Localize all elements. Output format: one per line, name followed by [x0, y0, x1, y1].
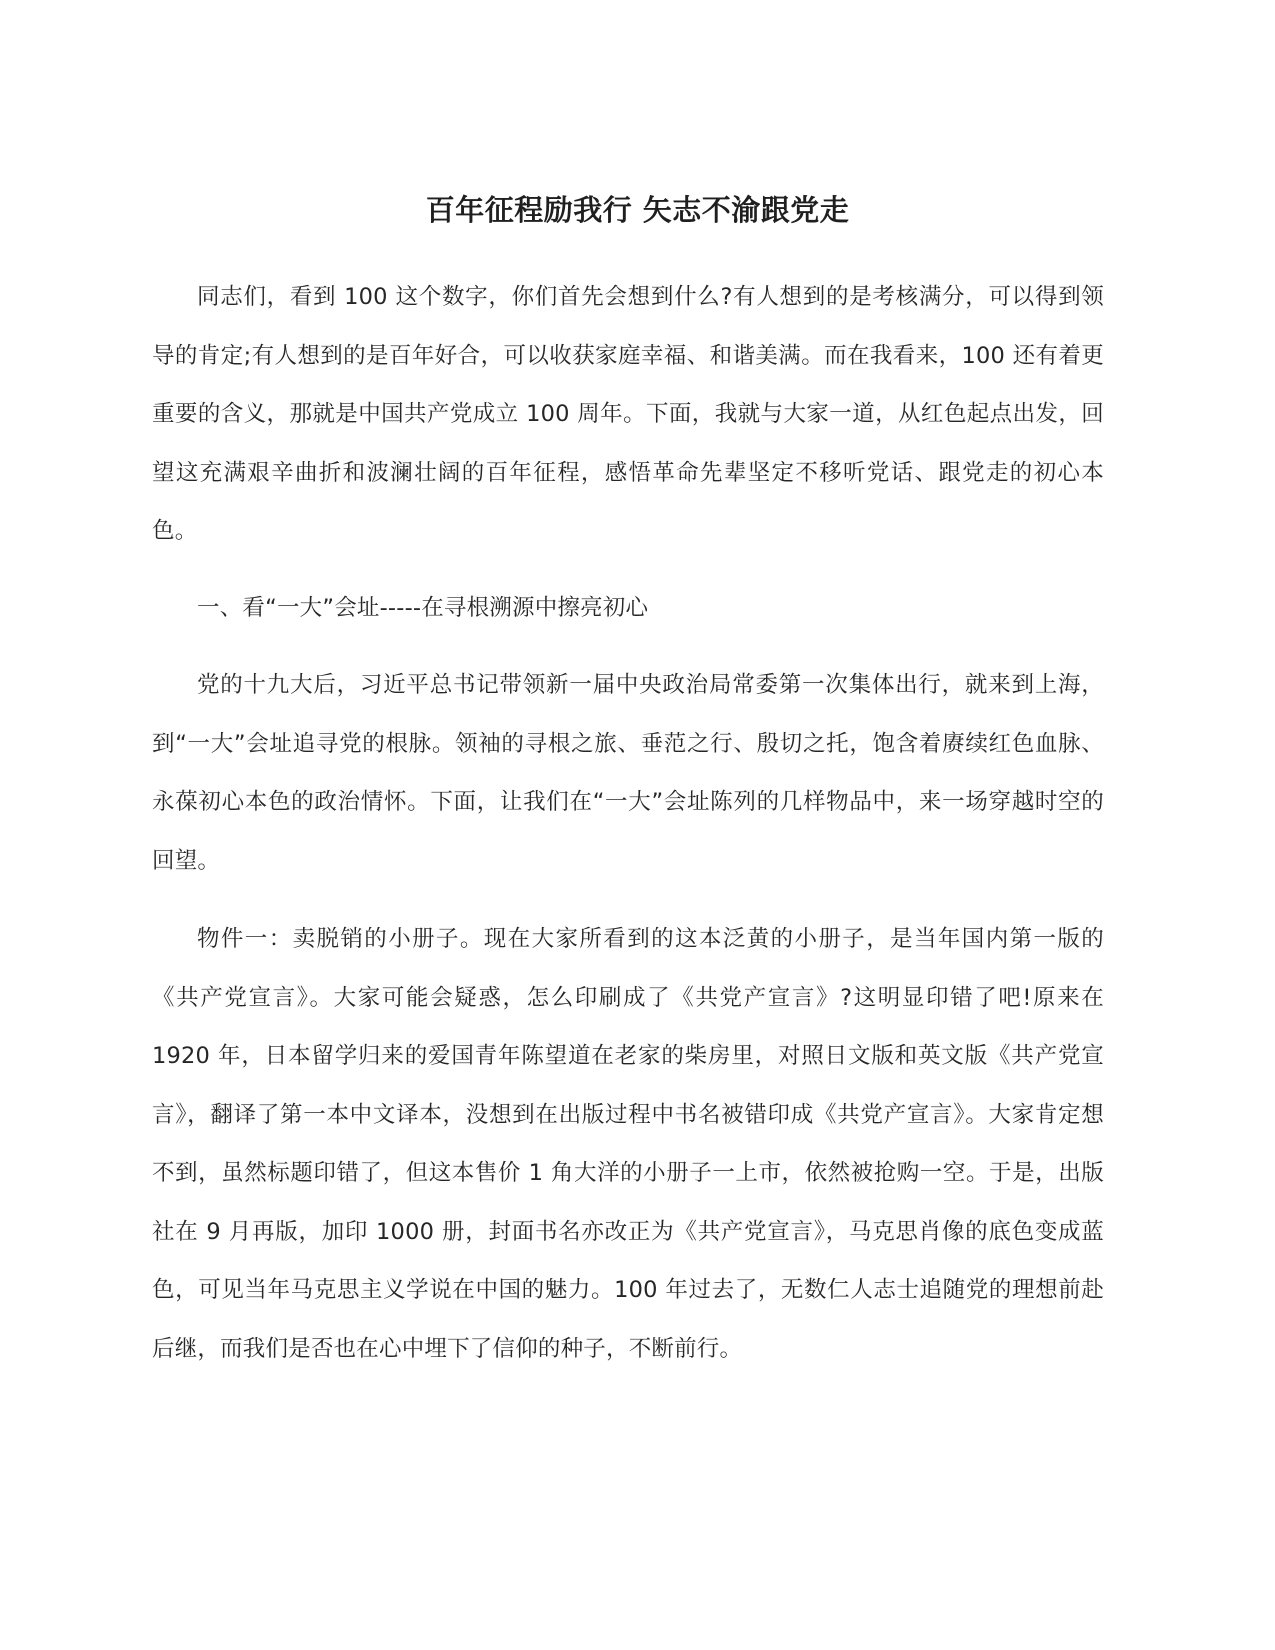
- paragraph-site-visit: 党的十九大后，习近平总书记带领新一届中央政治局常委第一次集体出行，就来到上海，到“一大”会址追寻党的根脉。领袖的寻根之旅、垂范之行、殷切之托，饱含着赓续红色血脉、永葆初心本色的政治情怀。下面，让我们在“一大”会址陈列的几样物品中，来一场穿越时空的回望。: [152, 672, 1104, 874]
- paragraph-item-one: 物件一：卖脱销的小册子。现在大家所看到的这本泛黄的小册子，是当年国内第一版的《共产党宣言》。大家可能会疑惑，怎么印刷成了《共党产宣言》?这明显印错了吧!原来在 1920 年，日本留学归来的爱国青年陈望道在老家的柴房里，对照日文版和英文版《共产党宣言》，翻译了第一本中文译本，没想到在出版过程中书名被错印成《共党产宣言》。大家肯定想不到，虽然标题印错了，但这本售价 1 角大洋的小册子一上市，依然被抢购一空。于是，出版社在 9 月再版，加印 1000 册，封面书名亦改正为《共产党宣言》，马克思肖像的底色变成蓝色，可见当年马克思主义学说在中国的魅力。100 年过去了，无数仁人志士追随党的理想前赴后继，而我们是否也在心中埋下了信仰的种子，不断前行。: [152, 926, 1104, 1362]
- document-title: 百年征程励我行 矢志不渝跟党走: [425, 193, 850, 227]
- section-heading: 一、看“一大”会址-----在寻根溯源中擦亮初心: [197, 595, 649, 621]
- paragraph-intro: 同志们，看到 100 这个数字，你们首先会想到什么?有人想到的是考核满分，可以得到领导的肯定;有人想到的是百年好合，可以收获家庭幸福、和谐美满。而在我看来，100 还有着更重要的含义，那就是中国共产党成立 100 周年。下面，我就与大家一道，从红色起点出发，回望这充满艰辛曲折和波澜壮阔的百年征程，感悟革命先辈坚定不移听党话、跟党走的初心本色。: [152, 284, 1104, 544]
